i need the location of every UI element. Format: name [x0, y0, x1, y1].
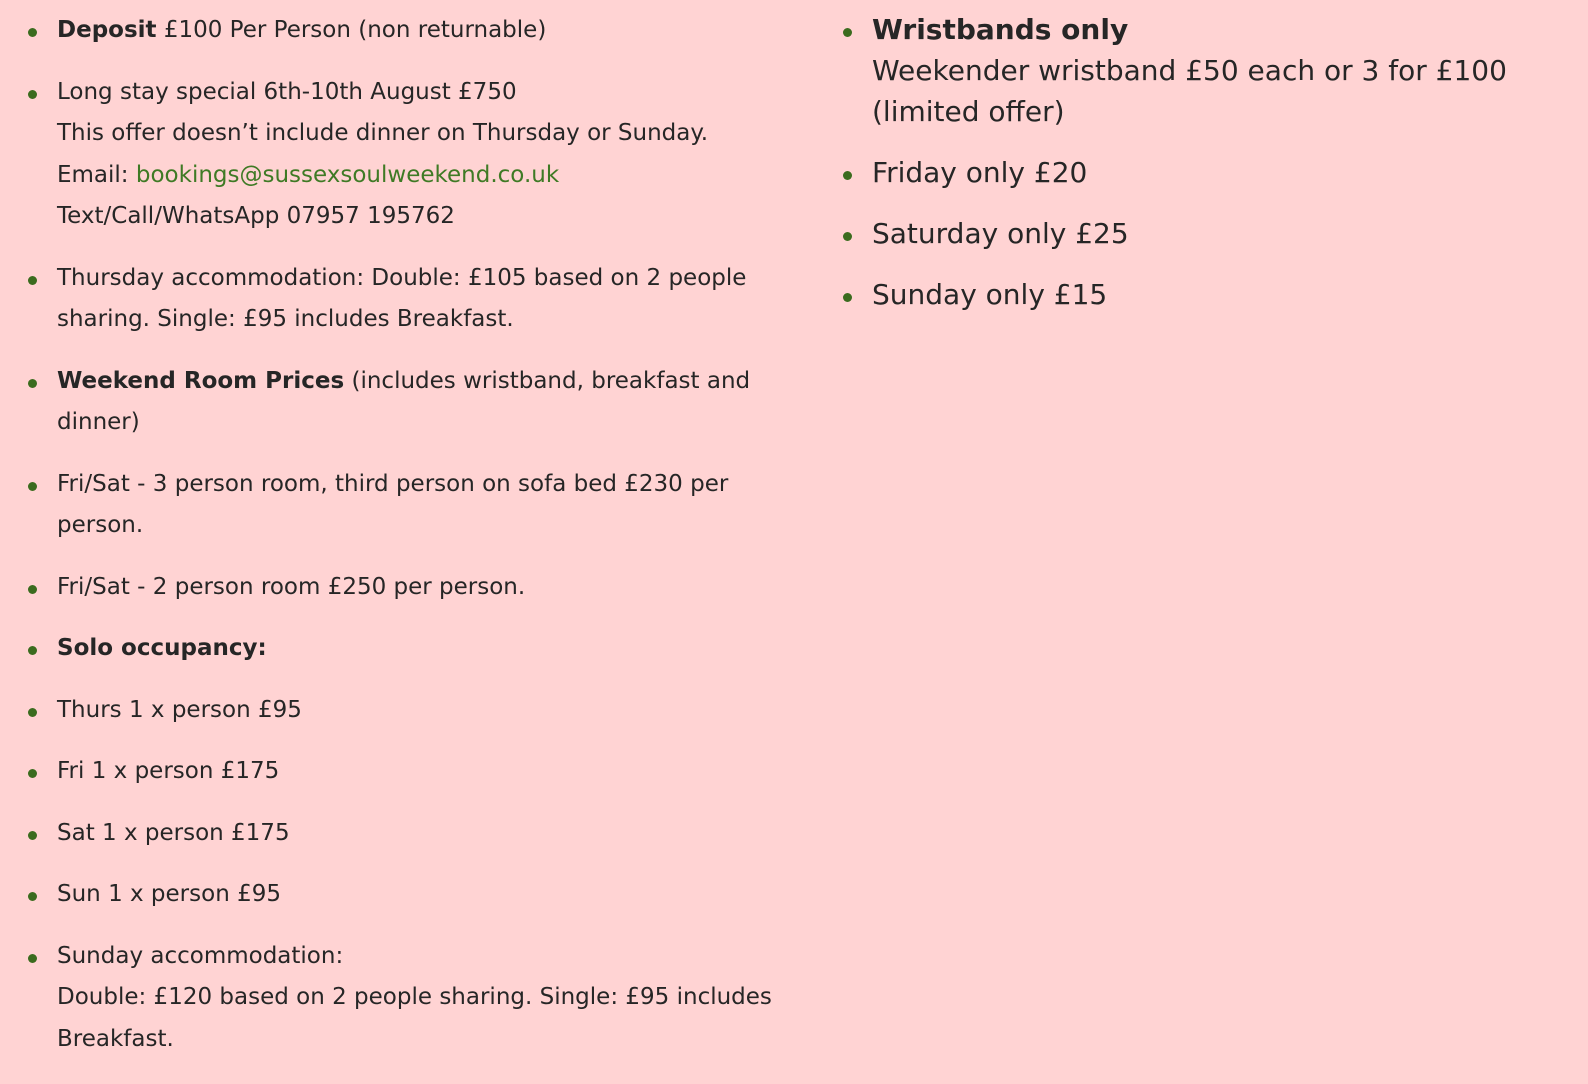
long-stay-note: This offer doesn’t include dinner on Thursday or Sunday.	[57, 120, 709, 146]
list-item-sunday-only	[830, 274, 1570, 315]
wristband-price-list	[830, 0, 1570, 315]
bullet-icon	[28, 585, 37, 594]
weekend-room-prices-label: Weekend Room Prices	[57, 367, 345, 394]
list-item-wristbands-only	[830, 9, 1570, 132]
email-line	[57, 155, 800, 197]
list-item-saturday-only	[830, 213, 1570, 254]
sunday-only-text: Sunday only £15	[872, 278, 1108, 311]
bullet-icon	[843, 171, 852, 180]
bullet-icon	[28, 28, 37, 37]
list-item-sat-solo	[0, 813, 800, 855]
sun-solo-text: Sun 1 x person £95	[57, 881, 281, 907]
weekender-wristband-text: Weekender wristband £50 each or 3 for £100 (limited offer)	[872, 54, 1507, 128]
bullet-icon	[843, 28, 852, 37]
list-item-long-stay	[0, 72, 800, 238]
thurs-solo-text: Thurs 1 x person £95	[57, 696, 302, 723]
bullet-icon	[28, 831, 37, 840]
solo-occupancy-label: Solo occupancy:	[57, 635, 267, 661]
bullet-icon	[843, 293, 852, 302]
deposit-label: Deposit	[57, 17, 157, 43]
accommodation-price-list	[0, 0, 800, 1060]
bullet-icon	[28, 379, 37, 388]
wristband-prices-column	[830, 0, 1570, 335]
sat-solo-text: Sat 1 x person £175	[57, 819, 290, 846]
fri-sat-3-person-text: Fri/Sat - 3 person room, third person on sofa bed £230 per person.	[57, 470, 729, 538]
list-item-fri-sat-3-person	[0, 464, 800, 547]
deposit-text: £100 Per Person (non returnable)	[156, 17, 547, 43]
list-item-fri-solo	[0, 751, 800, 793]
bullet-icon	[28, 708, 37, 717]
list-item-friday-only	[830, 152, 1570, 193]
list-item-thursday-accommodation	[0, 258, 800, 341]
weekend-room-prices-text: (includes wristband, breakfast and dinner)	[57, 367, 751, 435]
email-prefix: Email:	[57, 161, 136, 188]
list-item-deposit	[0, 10, 800, 52]
bullet-icon	[28, 482, 37, 491]
bullet-icon	[28, 892, 37, 901]
bullet-icon	[28, 646, 37, 655]
bullet-icon	[28, 954, 37, 963]
bullet-icon	[843, 232, 852, 241]
long-stay-title: Long stay special 6th-10th August £750	[57, 78, 517, 105]
thursday-accommodation-text: Thursday accommodation: Double: £105 based on 2 people sharing. Single: £95 includes Breakfast.	[57, 264, 747, 332]
list-item-sunday-accommodation	[0, 936, 800, 1061]
list-item-weekend-room-prices	[0, 361, 800, 444]
fri-solo-text: Fri 1 x person £175	[57, 758, 280, 784]
list-item-fri-sat-2-person	[0, 567, 800, 609]
list-item-sun-solo	[0, 874, 800, 916]
list-item-thurs-solo	[0, 690, 800, 732]
fri-sat-2-person-text: Fri/Sat - 2 person room £250 per person.	[57, 573, 526, 600]
list-item-solo-occupancy	[0, 628, 800, 670]
saturday-only-text: Saturday only £25	[872, 217, 1129, 250]
wristbands-only-label: Wristbands only	[872, 13, 1129, 46]
phone-line: Text/Call/WhatsApp 07957 195762	[57, 203, 455, 229]
friday-only-text: Friday only £20	[872, 156, 1088, 189]
sunday-accommodation-title: Sunday accommodation:	[57, 942, 344, 969]
bullet-icon	[28, 769, 37, 778]
bullet-icon	[28, 90, 37, 99]
sunday-accommodation-text: Double: £120 based on 2 people sharing. Single: £95 includes Breakfast.	[57, 984, 772, 1052]
bullet-icon	[28, 276, 37, 285]
email-link[interactable]: bookings@sussexsoulweekend.co.uk	[135, 161, 560, 188]
